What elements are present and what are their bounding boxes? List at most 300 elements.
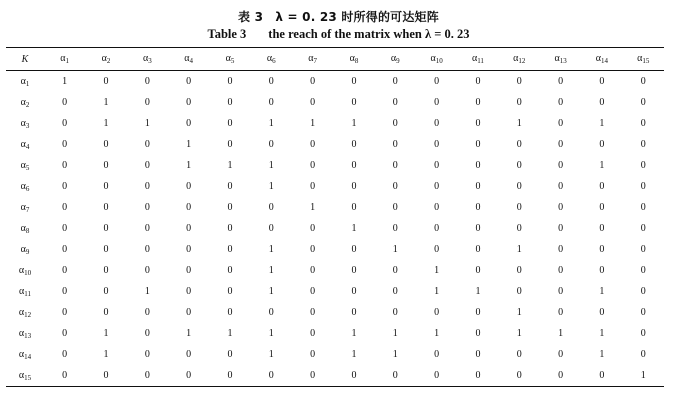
matrix-cell: 1 [392,244,398,255]
alpha-subscript: 14 [601,57,609,65]
matrix-cell: 1 [434,265,440,276]
matrix-cell: 0 [186,97,192,108]
alpha-subscript: 9 [25,247,30,256]
matrix-cell: 0 [392,181,398,192]
column-header-alpha-2 [85,48,126,71]
alpha-symbol: α [18,348,25,360]
matrix-cell: 0 [516,223,522,234]
matrix-cell: 0 [144,202,150,213]
alpha-subscript: 6 [272,57,276,65]
matrix-cell: 0 [392,97,398,108]
matrix-cell: 0 [640,139,646,150]
matrix-cell: 0 [103,160,109,171]
matrix-cell: 0 [103,223,109,234]
alpha-subscript: 9 [396,57,400,65]
matrix-cell: 1 [268,265,274,276]
matrix-cell: 0 [599,181,605,192]
matrix-cell: 0 [640,286,646,297]
matrix-cell: 1 [351,223,357,234]
matrix-cell: 0 [434,370,440,381]
matrix-cell: 0 [558,286,564,297]
column-header-alpha-7 [292,48,333,71]
matrix-cell: 0 [392,202,398,213]
row-header-alpha-12 [6,302,44,323]
matrix-cell: 0 [599,202,605,213]
matrix-cell: 0 [475,76,481,87]
alpha-subscript: 11 [477,57,484,65]
alpha-subscript: 12 [518,57,526,65]
alpha-symbol: α [349,53,355,64]
matrix-cell: 0 [599,97,605,108]
matrix-cell: 0 [392,139,398,150]
matrix-cell: 0 [392,286,398,297]
table-caption-chinese: 表 3 λ = 0. 23 时所得的可达矩阵 [238,10,439,24]
matrix-cell: 0 [268,76,274,87]
alpha-subscript: 3 [25,121,30,130]
matrix-cell: 0 [186,181,192,192]
matrix-cell: 0 [62,328,68,339]
matrix-cell: 0 [640,97,646,108]
matrix-cell: 0 [475,370,481,381]
row-header-alpha-11 [6,281,44,302]
alpha-subscript: 4 [25,142,30,151]
matrix-cell: 0 [351,244,357,255]
matrix-cell: 1 [516,244,522,255]
matrix-cell: 0 [558,139,564,150]
table-row [6,176,664,197]
alpha-symbol: α [637,53,643,64]
matrix-cell: 0 [475,349,481,360]
matrix-cell: 0 [310,223,316,234]
matrix-cell: 0 [186,265,192,276]
alpha-subscript: 8 [354,57,359,65]
matrix-cell: 1 [392,328,398,339]
matrix-cell: 0 [310,370,316,381]
column-header-alpha-12 [499,48,540,71]
matrix-cell: 1 [558,328,564,339]
matrix-cell: 0 [144,97,150,108]
matrix-cell: 0 [392,160,398,171]
matrix-cell: 1 [103,118,109,129]
alpha-symbol: α [20,180,26,192]
table-caption-english [0,27,677,42]
table-row [6,281,664,302]
matrix-cell: 0 [227,97,233,108]
matrix-cell: 0 [516,349,522,360]
alpha-subscript: 15 [642,57,650,65]
row-header-alpha-6 [6,176,44,197]
matrix-cell: 0 [434,307,440,318]
matrix-cell: 0 [558,202,564,213]
matrix-cell: 0 [62,265,68,276]
matrix-cell: 0 [144,223,150,234]
matrix-cell: 0 [186,244,192,255]
row-header-alpha-13 [6,323,44,344]
matrix-cell: 0 [186,370,192,381]
matrix-cell: 0 [268,202,274,213]
alpha-subscript: 5 [230,57,235,65]
table-row [6,113,664,134]
matrix-cell: 0 [516,76,522,87]
matrix-cell: 0 [558,223,564,234]
matrix-cell: 1 [516,328,522,339]
alpha-subscript: 1 [65,57,70,65]
row-header-alpha-15 [6,365,44,387]
row-header-alpha-1 [6,71,44,93]
matrix-cell: 0 [516,181,522,192]
column-header-alpha-8 [333,48,374,71]
matrix-cell: 0 [351,76,357,87]
table-row [6,92,664,113]
matrix-cell: 0 [558,370,564,381]
alpha-symbol: α [390,53,397,64]
alpha-symbol: α [513,53,519,64]
matrix-cell: 1 [351,118,357,129]
matrix-cell: 1 [268,349,274,360]
column-header-alpha-4 [168,48,209,71]
matrix-cell: 0 [103,139,109,150]
matrix-cell: 0 [475,307,481,318]
matrix-cell: 1 [434,286,440,297]
column-header-alpha-14 [581,48,622,71]
matrix-cell: 0 [62,202,68,213]
matrix-cell: 0 [310,139,316,150]
alpha-symbol: α [20,222,26,234]
matrix-cell: 1 [268,118,274,129]
matrix-cell: 1 [599,349,605,360]
matrix-cell: 0 [558,181,564,192]
matrix-cell: 0 [310,328,316,339]
matrix-cell: 0 [186,118,192,129]
matrix-cell: 0 [144,307,150,318]
matrix-cell: 0 [475,223,481,234]
matrix-cell: 0 [62,118,68,129]
matrix-cell: 1 [268,244,274,255]
matrix-cell: 0 [268,370,274,381]
matrix-cell: 0 [227,307,233,318]
row-header-alpha-9 [6,239,44,260]
table-row [6,260,664,281]
alpha-symbol: α [225,53,231,64]
matrix-cell: 0 [144,76,150,87]
matrix-cell: 0 [516,97,522,108]
matrix-cell: 0 [392,265,398,276]
column-header-alpha-10 [416,48,457,71]
alpha-subscript: 5 [25,163,30,172]
alpha-subscript: 10 [435,57,443,65]
matrix-cell: 0 [310,265,316,276]
column-header-alpha-9 [375,48,416,71]
matrix-cell: 0 [310,349,316,360]
alpha-symbol: α [20,243,26,255]
matrix-cell: 1 [516,307,522,318]
matrix-cell: 0 [186,76,192,87]
alpha-symbol: α [266,53,273,64]
matrix-cell: 0 [62,349,68,360]
matrix-cell: 0 [640,160,646,171]
matrix-cell: 0 [475,265,481,276]
alpha-symbol: α [60,53,66,64]
matrix-cell: 0 [227,139,233,150]
matrix-cell: 0 [103,76,109,87]
row-header-alpha-7 [6,197,44,218]
matrix-cell: 0 [475,97,481,108]
matrix-cell: 1 [599,118,605,129]
alpha-subscript: 1 [25,79,30,88]
alpha-symbol: α [20,159,26,171]
alpha-symbol: α [20,75,26,87]
corner-header: K [21,53,29,65]
alpha-symbol: α [430,53,436,64]
row-header-alpha-10 [6,260,44,281]
matrix-cell: 0 [62,139,68,150]
matrix-cell: 0 [144,265,150,276]
matrix-cell: 0 [310,97,316,108]
matrix-cell: 0 [351,286,357,297]
matrix-cell: 0 [103,244,109,255]
alpha-symbol: α [18,264,25,276]
matrix-cell: 1 [268,181,274,192]
matrix-cell: 1 [103,97,109,108]
matrix-cell: 0 [351,370,357,381]
alpha-symbol: α [595,53,602,64]
alpha-symbol: α [20,201,26,213]
column-header-alpha-15 [623,48,664,71]
table-header-row [6,48,664,71]
alpha-subscript: 7 [313,57,317,65]
alpha-symbol: α [19,285,25,297]
matrix-cell: 1 [268,160,274,171]
row-header-alpha-8 [6,218,44,239]
matrix-cell: 0 [475,160,481,171]
column-header-alpha-5 [209,48,250,71]
matrix-cell: 0 [599,139,605,150]
matrix-cell: 0 [310,76,316,87]
matrix-cell: 0 [434,76,440,87]
matrix-cell: 0 [62,181,68,192]
matrix-cell: 0 [434,139,440,150]
alpha-symbol: α [184,53,190,64]
matrix-cell: 0 [144,139,150,150]
matrix-cell: 0 [599,244,605,255]
matrix-cell: 0 [227,223,233,234]
table-row [6,239,664,260]
matrix-cell: 0 [434,349,440,360]
matrix-cell: 0 [640,244,646,255]
matrix-cell: 0 [103,286,109,297]
matrix-cell: 0 [392,370,398,381]
matrix-cell: 0 [62,97,68,108]
matrix-cell: 0 [62,286,68,297]
matrix-cell: 0 [103,370,109,381]
alpha-subscript: 14 [24,352,32,361]
matrix-cell: 0 [640,223,646,234]
matrix-cell: 0 [516,139,522,150]
matrix-cell: 0 [227,349,233,360]
matrix-cell: 0 [434,223,440,234]
matrix-cell: 0 [640,349,646,360]
matrix-cell: 0 [599,76,605,87]
matrix-cell: 0 [227,76,233,87]
matrix-cell: 0 [186,202,192,213]
alpha-symbol: α [142,53,149,64]
matrix-cell: 0 [516,160,522,171]
matrix-cell: 0 [640,265,646,276]
matrix-cell: 0 [144,160,150,171]
matrix-cell: 0 [103,307,109,318]
matrix-cell: 1 [351,349,357,360]
matrix-cell: 1 [62,76,68,87]
table-title: the reach of the matrix when λ = 0. 23 [268,27,470,41]
matrix-cell: 0 [227,244,233,255]
matrix-cell: 0 [310,286,316,297]
matrix-cell: 0 [558,97,564,108]
matrix-cell: 0 [103,181,109,192]
matrix-cell: 1 [227,328,233,339]
matrix-cell: 0 [640,181,646,192]
matrix-cell: 0 [310,307,316,318]
alpha-subscript: 3 [148,57,152,65]
matrix-cell: 1 [434,328,440,339]
matrix-cell: 0 [475,181,481,192]
matrix-cell: 0 [62,160,68,171]
matrix-cell: 0 [351,181,357,192]
matrix-cell: 0 [310,160,316,171]
matrix-cell: 0 [640,118,646,129]
column-header-alpha-1 [44,48,85,71]
matrix-cell: 0 [558,244,564,255]
matrix-cell: 0 [434,244,440,255]
matrix-cell: 1 [186,160,192,171]
column-header-alpha-11 [457,48,498,71]
matrix-cell: 0 [62,244,68,255]
matrix-cell: 0 [392,76,398,87]
matrix-cell: 1 [268,328,274,339]
matrix-cell: 0 [144,370,150,381]
column-header-alpha-3 [127,48,168,71]
alpha-subscript: 8 [25,226,30,235]
table-body [6,71,664,387]
matrix-cell: 0 [227,118,233,129]
matrix-cell: 0 [475,118,481,129]
matrix-cell: 0 [268,97,274,108]
row-header-alpha-3 [6,113,44,134]
matrix-cell: 0 [558,307,564,318]
matrix-cell: 0 [599,370,605,381]
matrix-cell: 0 [186,307,192,318]
matrix-cell: 1 [475,286,481,297]
matrix-cell: 1 [599,286,605,297]
matrix-cell: 0 [558,118,564,129]
alpha-symbol: α [20,138,26,150]
alpha-subscript: 10 [24,268,32,277]
matrix-cell: 0 [103,265,109,276]
matrix-cell: 1 [351,328,357,339]
matrix-cell: 0 [62,307,68,318]
column-header-alpha-13 [540,48,581,71]
matrix-cell: 0 [310,244,316,255]
alpha-symbol: α [308,53,314,64]
alpha-symbol: α [20,117,26,129]
matrix-cell: 0 [599,265,605,276]
alpha-symbol: α [18,306,25,318]
matrix-cell: 0 [144,244,150,255]
matrix-cell: 0 [227,265,233,276]
matrix-cell: 0 [558,349,564,360]
matrix-cell: 0 [475,328,481,339]
matrix-cell: 0 [516,286,522,297]
matrix-cell: 0 [227,370,233,381]
matrix-cell: 1 [144,286,150,297]
matrix-cell: 0 [640,202,646,213]
column-header-alpha-6 [251,48,292,71]
alpha-subscript: 11 [24,289,31,298]
table-row [6,344,664,365]
table-row [6,365,664,387]
table-label: Table 3 [207,27,247,41]
alpha-symbol: α [20,96,26,108]
table-row [6,218,664,239]
matrix-cell: 0 [351,202,357,213]
matrix-cell: 0 [392,118,398,129]
matrix-cell: 1 [144,118,150,129]
row-header-alpha-2 [6,92,44,113]
matrix-cell: 0 [475,244,481,255]
matrix-cell: 0 [558,265,564,276]
alpha-subscript: 15 [24,373,32,382]
matrix-cell: 0 [434,181,440,192]
matrix-cell: 0 [640,76,646,87]
alpha-subscript: 2 [25,100,30,109]
matrix-cell: 0 [434,118,440,129]
matrix-cell: 1 [310,202,316,213]
matrix-cell: 0 [227,202,233,213]
alpha-subscript: 12 [24,310,32,319]
matrix-cell: 0 [227,286,233,297]
matrix-cell: 0 [351,265,357,276]
matrix-cell: 1 [186,139,192,150]
alpha-subscript: 4 [189,57,194,65]
matrix-cell: 0 [268,139,274,150]
matrix-cell: 0 [186,223,192,234]
matrix-cell: 1 [186,328,192,339]
matrix-cell: 0 [62,370,68,381]
row-header-alpha-5 [6,155,44,176]
matrix-cell: 0 [268,223,274,234]
matrix-cell: 0 [392,307,398,318]
matrix-cell: 0 [186,286,192,297]
matrix-cell: 0 [186,349,192,360]
matrix-cell: 0 [558,76,564,87]
alpha-subscript: 6 [25,184,30,193]
matrix-cell: 0 [558,160,564,171]
alpha-subscript: 13 [559,57,567,65]
matrix-cell: 0 [599,307,605,318]
matrix-cell: 0 [144,328,150,339]
reach-matrix-table-container [6,47,664,387]
matrix-cell: 1 [103,349,109,360]
matrix-cell: 0 [103,202,109,213]
alpha-symbol: α [18,327,25,339]
matrix-cell: 1 [227,160,233,171]
matrix-cell: 0 [227,181,233,192]
matrix-cell: 1 [392,349,398,360]
matrix-cell: 1 [310,118,316,129]
reach-matrix-table [6,47,664,387]
matrix-cell: 1 [516,118,522,129]
alpha-subscript: 2 [106,57,111,65]
matrix-cell: 0 [351,307,357,318]
